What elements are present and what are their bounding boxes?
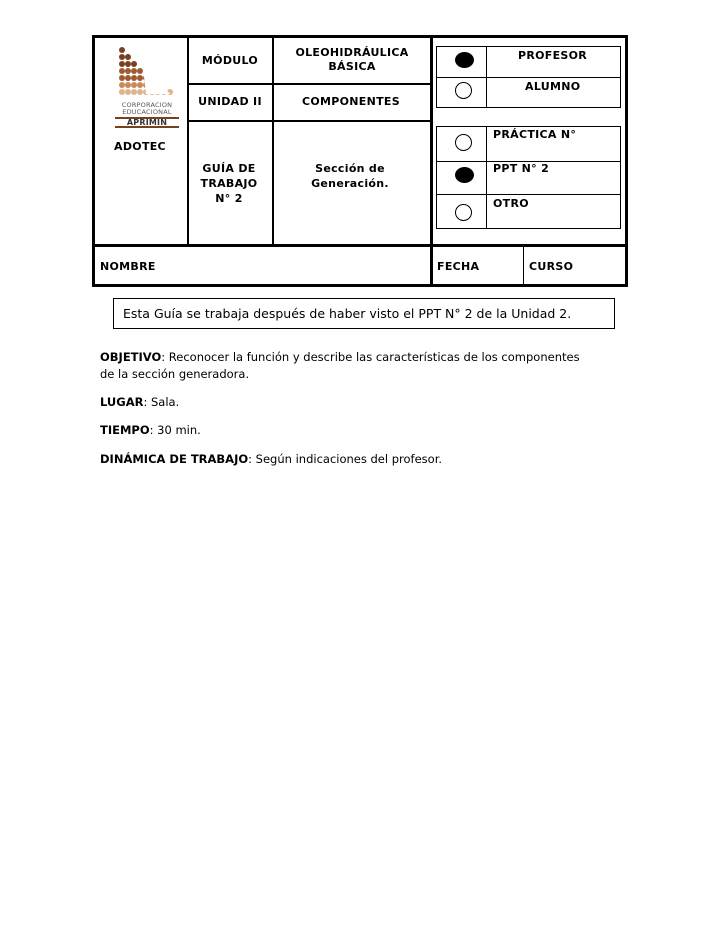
radio-profesor[interactable]: [455, 52, 474, 68]
type-label-practica: PRÁCTICA N°: [493, 128, 577, 141]
objetivo-line2: de la sección generadora.: [100, 367, 250, 381]
lugar-label: LUGAR: [100, 395, 144, 409]
guia-label: GUÍA DE TRABAJO N° 2: [200, 162, 258, 205]
audience-label-alumno: ALUMNO: [525, 80, 581, 93]
tiempo-label: TIEMPO: [100, 423, 150, 437]
note-text: Esta Guía se trabaja después de haber visto el PPT N° 2 de la Unidad 2.: [123, 306, 572, 321]
lugar-section: [100, 394, 179, 411]
objetivo-line1: : Reconocer la función y describe las características de los componentes: [161, 350, 580, 364]
modulo-label: MÓDULO: [201, 54, 259, 67]
modulo-value: OLEOHIDRÁULICA BÁSICA: [295, 46, 409, 73]
note-box: [113, 298, 615, 329]
objetivo-label: OBJETIVO: [100, 350, 162, 364]
guia-value: Sección de Generación.: [311, 162, 389, 190]
type-label-ppt: PPT N° 2: [493, 162, 550, 175]
adotec-label: ADOTEC: [114, 140, 166, 153]
lugar-value: : Sala.: [143, 395, 180, 409]
fecha-field[interactable]: FECHA: [437, 260, 480, 273]
radio-practica[interactable]: [455, 134, 472, 151]
radio-ppt[interactable]: [455, 167, 474, 183]
dinamica-label: DINÁMICA DE TRABAJO: [100, 452, 249, 466]
objetivo-section: [100, 349, 620, 383]
unidad-label: UNIDAD II: [198, 95, 262, 108]
tiempo-section: [100, 422, 201, 439]
aprimin-logo: [112, 44, 184, 132]
nombre-field[interactable]: NOMBRE: [100, 260, 156, 273]
logo-org-line3: APRIMIN: [115, 117, 179, 128]
logo-org-line2: EDUCACIONAL: [122, 108, 172, 116]
dinamica-value: : Según indicaciones del profesor.: [248, 452, 443, 466]
radio-otro[interactable]: [455, 204, 472, 221]
curso-field[interactable]: CURSO: [529, 260, 574, 273]
audience-label-profesor: PROFESOR: [518, 49, 588, 62]
tiempo-value: : 30 min.: [149, 423, 201, 437]
type-label-otro: OTRO: [493, 197, 529, 210]
logo-dots-icon: [112, 44, 184, 104]
unidad-value: COMPONENTES: [302, 95, 400, 108]
radio-alumno[interactable]: [455, 82, 472, 99]
dinamica-section: [100, 451, 442, 468]
logo-org-line1: CORPORACION: [121, 101, 173, 109]
